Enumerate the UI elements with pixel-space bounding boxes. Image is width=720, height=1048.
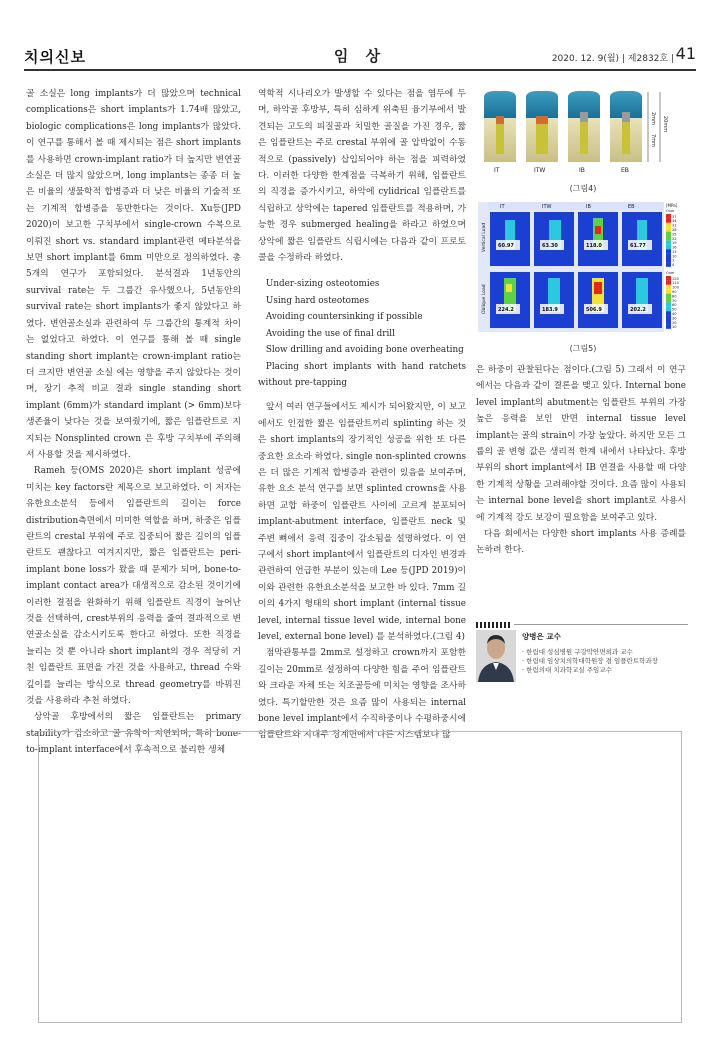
legend-tick-label: 25 — [672, 232, 677, 237]
fig4-dim-2mm: 2mm — [650, 112, 656, 125]
legend-swatch — [666, 276, 671, 280]
legend-swatch — [666, 302, 671, 306]
advertisement-placeholder — [38, 731, 682, 1023]
implant-model-itw — [526, 91, 558, 162]
paragraph: 골 소실은 long implants가 더 많았으며 technical complications은 short implants가 1.74배 많았고, biologic complications은 long implants가 많았다. 이 연구를 통해서 볼 때 제시되는 점은 short implants를 사용하면 crown-implant ratio가 더 높지만 변연골 소실은 더 많지 않았으며, long implants는 종종 더 높은 비율의 생물학적 합병증과 더 낮은 비율의 기술적 또는 기계적 합병증을 동반한다는 것이다. Xu등(JPD 2020)이 보고한 구치부에서 single-crown 수복으로 이뤄진 short vs. standard implant관련 메타분석을 보면 short implant를 6mm 미만으로 정의하였다. 총 5개의 연구가 포함되었다. 분석결과 1년동안의 survival rate는 두 그룹간 유사했으나, 5년동안의 survival rate는 short implants가 좋지 않았다고 하였다. 변연골소실과 관련하여 두 그룹간의 통계적 차이는 없었다고 하였다. 이 연구를 통해 볼 때 single standing short implant는 crown-implant ratio는 더 크지만 변연골 소실 에는 영향을 주지 않았다는 것이며, 장기 추적 비교 결과 single standing short implant (6mm)가 standard implant (> 6mm)보다 생존율이 낮다는 것을 보여줬기에, 짧은 임플란트로 지지되는 Nonsplinted crown 은 후방 구치부에 주의해서 사용할 것을 제시하였다. — [26, 89, 241, 460]
fig5-col-label: EB — [628, 204, 635, 210]
legend-tick-label: 100 — [672, 285, 679, 290]
legend-tick-label: 110 — [672, 281, 679, 286]
legend-tick-label: 120 — [672, 276, 679, 281]
legend-swatch — [666, 249, 671, 253]
legend-bottom — [666, 276, 680, 329]
paragraph: 다음 회에서는 다양한 short implants 사용 증례를 논하려 한다. — [476, 529, 686, 556]
legend-swatch — [666, 236, 671, 240]
legend-swatch — [666, 254, 671, 258]
legend-swatch — [666, 232, 671, 236]
legend-swatch — [666, 227, 671, 231]
article-column-3 — [476, 362, 686, 559]
stress-distribution-illustration — [478, 202, 688, 332]
legend-swatch — [666, 324, 671, 328]
paragraph: 역학적 시나리오가 발생할 수 있다는 점을 염두에 두며, 하악골 후방부, 특히 심하게 위축된 융기부에서 발견되는 고도의 피질골과 치밀한 골질을 가진 경우, 짧은 임플란트는 주로 crestal 부위에 골 압박없이 수동적으로 (passively) 삽입되어야 하는 점을 피력하였다. 이러한 다양한 한계점을 극복하기 위해, 임플란트의 직경을 증가시키고, 하악에 cylidrical 임플란트를 식립하고 상악에는 tapered 임플란트를 적용하며, 가능한 경우 submerged healing을 하라고 하였으며 상악에 짧은 임플란트 식립시에는 다음과 같이 프로토콜을 수정하라 하였다. — [258, 89, 466, 264]
legend-swatch — [666, 289, 671, 293]
legend-tick-label: 13 — [672, 250, 677, 254]
fig4-dim-7mm: 7mm — [650, 134, 656, 147]
author-box — [476, 622, 688, 684]
fig5-legend-over: Over — [666, 209, 675, 213]
issue-info: 2020. 12. 9(월) | 제2832호 | — [551, 54, 674, 64]
article-column-1 — [26, 86, 241, 759]
list-item: Slow drilling and avoiding bone overheating — [265, 345, 464, 356]
legend-swatch — [666, 214, 671, 218]
figure-5-stress-analysis — [478, 202, 688, 332]
author-divider — [514, 624, 688, 625]
figure-4-caption: (그림4) — [569, 184, 597, 193]
masthead — [24, 44, 696, 70]
author-name: 양병은 교수 — [522, 632, 561, 641]
legend-tick-label: 34 — [672, 219, 677, 224]
implant-model-it — [484, 91, 516, 162]
author-affiliation: · 한림대 성심병원 구강악안면외과 교수 — [522, 648, 633, 656]
legend-tick-label: 40 — [672, 312, 677, 316]
fig5-oblique-value: 224.2 — [498, 307, 514, 313]
implant-model-eb — [610, 91, 642, 162]
legend-swatch — [666, 320, 671, 324]
figure-5-caption: (그림5) — [569, 344, 597, 353]
fig5-vertical-value: 61.77 — [630, 243, 646, 249]
legend-swatch — [666, 223, 671, 227]
legend-tick-label: 70 — [672, 298, 677, 303]
list-item: Under-sizing osteotomies — [265, 279, 380, 290]
fig5-row-label: Oblique Load — [482, 284, 487, 314]
fig4-dim-20mm: 20mm — [662, 116, 668, 133]
fig5-legend-title: [MPa] — [666, 203, 678, 208]
legend-swatch — [666, 316, 671, 320]
legend-tick-label: 50 — [672, 307, 677, 312]
implant-model-ib — [568, 91, 600, 162]
legend-swatch — [666, 258, 671, 262]
newspaper-name: 치의신보 — [24, 48, 86, 66]
legend-tick-label: 19 — [672, 241, 677, 246]
paragraph: 상악골 후방에서의 짧은 임플란트는 primary stability가 감소하고 골 유착이 지연되며, 특히 bone-to-implant interface에서 후속적으로 불리한 생체 — [26, 712, 241, 756]
author-affiliation: · 한림의대 치과학교실 주임교수 — [522, 666, 612, 674]
legend-tick-label: 10 — [672, 325, 677, 330]
legend-tick-label: 37 — [672, 214, 677, 219]
author-affiliation: · 한림대 임상치의학대학원장 겸 임플란트학과장 — [522, 657, 658, 665]
legend-tick-label: 31 — [672, 223, 677, 228]
legend-top — [666, 214, 677, 267]
fig5-vertical-value: 118.0 — [586, 243, 602, 249]
legend-tick-label: 30 — [672, 316, 677, 321]
section-title: 임 상 — [333, 47, 387, 65]
page-number: 41 — [675, 44, 696, 63]
fig4-label: ITW — [534, 167, 546, 174]
fig4-label: IT — [494, 167, 500, 174]
author-barcode-decoration — [476, 622, 512, 628]
legend-swatch — [666, 311, 671, 315]
fig4-label: EB — [621, 167, 629, 174]
legend-tick-label: 10 — [672, 254, 677, 259]
legend-tick-label: 7 — [672, 258, 675, 263]
fig5-vertical-value: 60.97 — [498, 243, 514, 249]
legend-tick-label: 28 — [672, 228, 677, 232]
fig5-vertical-value: 63.30 — [542, 243, 558, 249]
legend-swatch — [666, 245, 671, 249]
legend-swatch — [666, 298, 671, 302]
legend-swatch — [666, 218, 671, 222]
protocol-list — [258, 276, 466, 391]
fig5-col-label: IT — [500, 204, 505, 210]
legend-tick-label: 80 — [672, 294, 677, 299]
paragraph: 은 하중이 관찰된다는 점이다.(그림 5) 그래서 이 연구에서는 다음과 같이 결론을 맺고 있다. Internal bone level implant의 abutment는 임플란트 부위의 가장 높은 응력을 보인 반면 internal tissue level implant는 골의 strain이 가장 높았다. 하지만 모든 그룹의 골 변형 값은 생리적 한계 내에서 나타났다. 후방 부위의 short implant에서 IB 연결을 사용할 때 다양한 기계적 상황을 고려해야할 것이다. 요즘 많이 사용되는 internal bone level을 short implant로 사용시에 기계적 강도 보강이 필요함을 보여주고 있다. — [476, 365, 686, 523]
legend-swatch — [666, 262, 671, 266]
legend-tick-label: 16 — [672, 245, 677, 250]
paragraph: Rameh 등(OMS 2020)은 short implant 성공에 미치는 key factors란 제목으로 보고하였다. 이 저자는 유한요소분석 등에서 임플란트의 길이는 force distribution측면에서 미미한 역할을 하며, 하중은 임플란트의 crestal 부위에 주로 집중되어 짧은 길이의 임플란트도 괜찮다고 여겨지지만, 짧은 임플란트는 peri-implant bone loss가 왔을 때 문제가 되며, bone-to-implant contact area가 대생적으로 감소된 것이기에 이러한 결점을 완화하기 위해 임플란트 직경이 늘어난 것을 선택하여, crest부위의 응력을 줄여 결과적으로 변연골소실을 감소시키도록 한다고 하였다. 또한 직경을 늘리는 것 뿐 아니라 short implant의 경우 적당히 거친 임플란트 표면을 가진 것을 사용하고, thread 수와 깊이를 늘리는 방식으로 thread geometry를 바꿔진 것을 사용하라 추천 하였다. — [26, 466, 241, 707]
fig4-label: IB — [579, 167, 585, 174]
fig5-col-label: IB — [586, 204, 591, 210]
paragraph: 점막관통부를 2mm로 설정하고 crown까지 포함한 길이는 20mm로 설정하여 다양한 힘을 주어 임플란트와 크라운 자체 또는 치조골등에 미치는 영향을 조사하였다. 특기할만한 것은 요즘 많이 사용되는 internal bone level implant에서 수직하중이나 수평하중시에 임플란트와 지대주 경계면에서 다른 시스템보다 많 — [258, 648, 466, 741]
article-column-2 — [258, 86, 466, 744]
fig5-row-label: Vertical Load — [482, 222, 487, 252]
legend-tick-label: 20 — [672, 320, 677, 325]
masthead-rule — [24, 69, 696, 71]
list-item: Using hard osteotomes — [265, 295, 370, 306]
implant-models-illustration — [478, 90, 688, 178]
legend-swatch — [666, 280, 671, 284]
fig5-oblique-value: 202.2 — [630, 307, 646, 313]
fig5-oblique-value: 183.9 — [542, 307, 558, 313]
paragraph: 앞서 여러 연구들에서도 제시가 되어왔지만, 이 보고에서도 인접한 짧은 임플란트끼리 splinting 하는 것은 short implants의 장기적인 성공을 위한 또 다른 중요한 요소라 하였다. single non-splinted crowns은 더 많은 기계적 합병증과 관련이 있음을 보여주며, 유한 요소 분석 연구를 보면 splinted crowns을 사용하면 교합 하중이 임플란트 사이에 고르게 분포되어 implant-abutment interface, 임플란트 neck 및 주변 뼈에서 응력 집중이 감소됨을 설명하였다. 이 연구에서 short implant에서 임플란트의 디자인 변경과 관련하여 언급한 부분이 있는데 Lee 등(JPD 2019)이 이와 관련한 유한요소분석을 보고한 바 있다. 7mm 길이의 4가지 형태의 short implant (internal tissue level, internal tissue level wide, internal bone level, external bone level) 를 분석하였다.(그림 4) — [258, 402, 466, 642]
list-item: Placing short implants with hand ratchets without pre-tapping — [258, 361, 466, 388]
fig5-legend-over: Over — [666, 271, 675, 275]
legend-swatch — [666, 307, 671, 311]
figure-4-implant-models — [478, 90, 688, 178]
list-item: Avoiding countersinking if possible — [265, 312, 423, 323]
legend-swatch — [666, 285, 671, 289]
author-photo — [476, 630, 516, 682]
list-item: Avoiding the use of final drill — [265, 328, 395, 339]
legend-swatch — [666, 240, 671, 244]
fig5-oblique-value: 506.9 — [586, 307, 602, 313]
fig5-col-label: ITW — [542, 204, 552, 210]
legend-swatch — [666, 294, 671, 298]
legend-tick-label: 22 — [672, 236, 677, 241]
person-icon — [476, 630, 516, 682]
legend-tick-label: 60 — [672, 303, 677, 308]
legend-tick-label: 90 — [672, 290, 677, 294]
legend-tick-label: 4 — [672, 263, 675, 268]
